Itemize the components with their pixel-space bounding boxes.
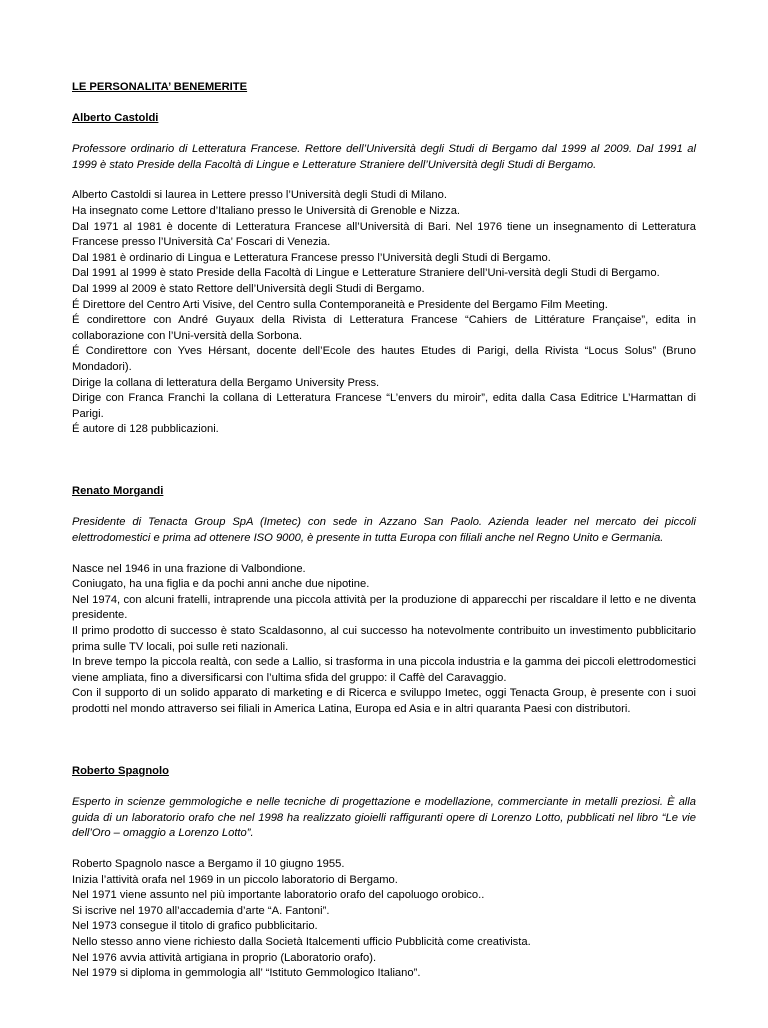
bio-line: Nel 1973 consegue il titolo di grafico pubblicitario. — [72, 920, 318, 933]
person-section — [72, 111, 696, 438]
bio-line: Dal 1991 al 1999 è stato Preside della Facoltà di Lingue e Letterature Straniere dell’Uni-versità degli Studi di Bergamo. — [72, 267, 660, 280]
person-name: Renato Morgandi — [72, 484, 164, 497]
bio-line: Alberto Castoldi si laurea in Lettere presso l’Università degli Studi di Milano. — [72, 189, 447, 202]
bio-line: Dal 1971 al 1981 è docente di Letteratura Francese all’Università di Bari. Nel 1976 tiene un insegnamento di Letteratura Francese presso l’Università Ca’ Foscari di Venezia. — [72, 220, 696, 249]
bio-line: Coniugato, ha una figlia e da pochi anni anche due nipotine. — [72, 578, 370, 591]
person-bio — [72, 188, 696, 438]
person-section — [72, 484, 696, 718]
bio-line: É Condirettore con Yves Hérsant, docente dell’Ecole des hautes Etudes di Parigi, della Rivista “Locus Solus” (Bruno Mondadori). — [72, 345, 696, 373]
bio-line: Il primo prodotto di successo è stato Scaldasonno, al cui successo ha notevolmente contribuito un investimento pubblicitario prima sulle TV locali, poi sulle reti nazionali. — [72, 625, 696, 653]
person-name: Roberto Spagnolo — [72, 764, 169, 777]
bio-line: In breve tempo la piccola realtà, con sede a Lallio, si trasforma in una piccola industria e la gamma dei piccoli elettrodomestici viene ampliata, fino a diversificarsi con l’ultima sfida del gruppo: il Caffè del Caravaggio. — [72, 656, 696, 684]
bio-line: É autore di 128 pubblicazioni. — [72, 423, 219, 436]
bio-line: Nasce nel 1946 in una frazione di Valbondione. — [72, 562, 306, 575]
bio-line: Dirige con Franca Franchi la collana di Letteratura Francese “L’envers du miroir”, edita dalla Casa Editrice L’Harmattan di Parigi. — [72, 392, 696, 420]
bio-line: Roberto Spagnolo nasce a Bergamo il 10 giugno 1955. — [72, 857, 345, 870]
bio-line: Dal 1981 è ordinario di Lingua e Letteratura Francese presso l’Università degli Studi di Bergamo. — [72, 251, 551, 264]
document-title: LE PERSONALITA’ BENEMERITE — [72, 81, 248, 93]
bio-line: Si iscrive nel 1970 all’accademia d’arte “A. Fantoni”. — [72, 904, 330, 917]
people-sections — [72, 111, 696, 982]
person-intro: Esperto in scienze gemmologiche e nelle tecniche di progettazione e modellazione, commerciante in metalli preziosi. È alla guida di un laboratorio orafo che nel 1998 ha realizzato gioielli raffiguranti opere di Lorenzo Lotto, pubblicati nel libro “Le vie dell’Oro – omaggio a Lorenzo Lotto”. — [72, 796, 696, 840]
person-section — [72, 764, 696, 982]
bio-line: Dirige la collana di letteratura della Bergamo University Press. — [72, 376, 380, 389]
document-page — [72, 80, 696, 1028]
person-intro: Presidente di Tenacta Group SpA (Imetec) con sede in Azzano San Paolo. Azienda leader nel mercato dei piccoli elettrodomestici e prima ad ottenere ISO 9000, è presente in tutta Europa con filiali anche nel Regno Unito e Germania. — [72, 516, 696, 545]
person-name: Alberto Castoldi — [72, 111, 159, 124]
person-intro: Professore ordinario di Letteratura Francese. Rettore dell’Università degli Studi di Bergamo dal 1999 al 2009. Dal 1991 al 1999 è stato Preside della Facoltà di Lingue e Letterature Straniere dell’Università degli Studi di Bergamo. — [72, 143, 696, 171]
bio-line: Nel 1971 viene assunto nel più importante laboratorio orafo del capoluogo orobico.. — [72, 889, 485, 902]
bio-line: Con il supporto di un solido apparato di marketing e di Ricerca e sviluppo Imetec, oggi Tenacta Group, è presente con i suoi prodotti nel mondo attraverso sei filiali in America Latina, Europa ed Asia e in altri quaranta Paesi con distributori. — [72, 687, 696, 715]
bio-line: É Direttore del Centro Arti Visive, del Centro sulla Contemporaneità e Presidente del Bergamo Film Meeting. — [72, 298, 608, 311]
bio-line: Nel 1974, con alcuni fratelli, intraprende una piccola attività per la produzione di apparecchi per riscaldare il letto e ne diventa presidente. — [72, 593, 696, 622]
bio-line: É condirettore con André Guyaux della Rivista di Letteratura Francese “Cahiers de Littérature Française”, edita in collaborazione con l’Uni-versità della Sorbona. — [72, 314, 696, 342]
bio-line: Nel 1979 si diploma in gemmologia all’ “Istituto Gemmologico Italiano”. — [72, 967, 421, 980]
bio-line: Inizia l’attività orafa nel 1969 in un piccolo laboratorio di Bergamo. — [72, 873, 398, 886]
bio-line: Ha insegnato come Lettore d’Italiano presso le Università di Grenoble e Nizza. — [72, 204, 461, 217]
bio-line: Dal 1999 al 2009 è stato Rettore dell’Università degli Studi di Bergamo. — [72, 282, 425, 295]
bio-line: Nel 1976 avvia attività artigiana in proprio (Laboratorio orafo). — [72, 951, 377, 964]
person-bio — [72, 857, 696, 982]
bio-line: Nello stesso anno viene richiesto dalla Società Italcementi ufficio Pubblicità come creativista. — [72, 935, 531, 948]
person-bio — [72, 562, 696, 718]
